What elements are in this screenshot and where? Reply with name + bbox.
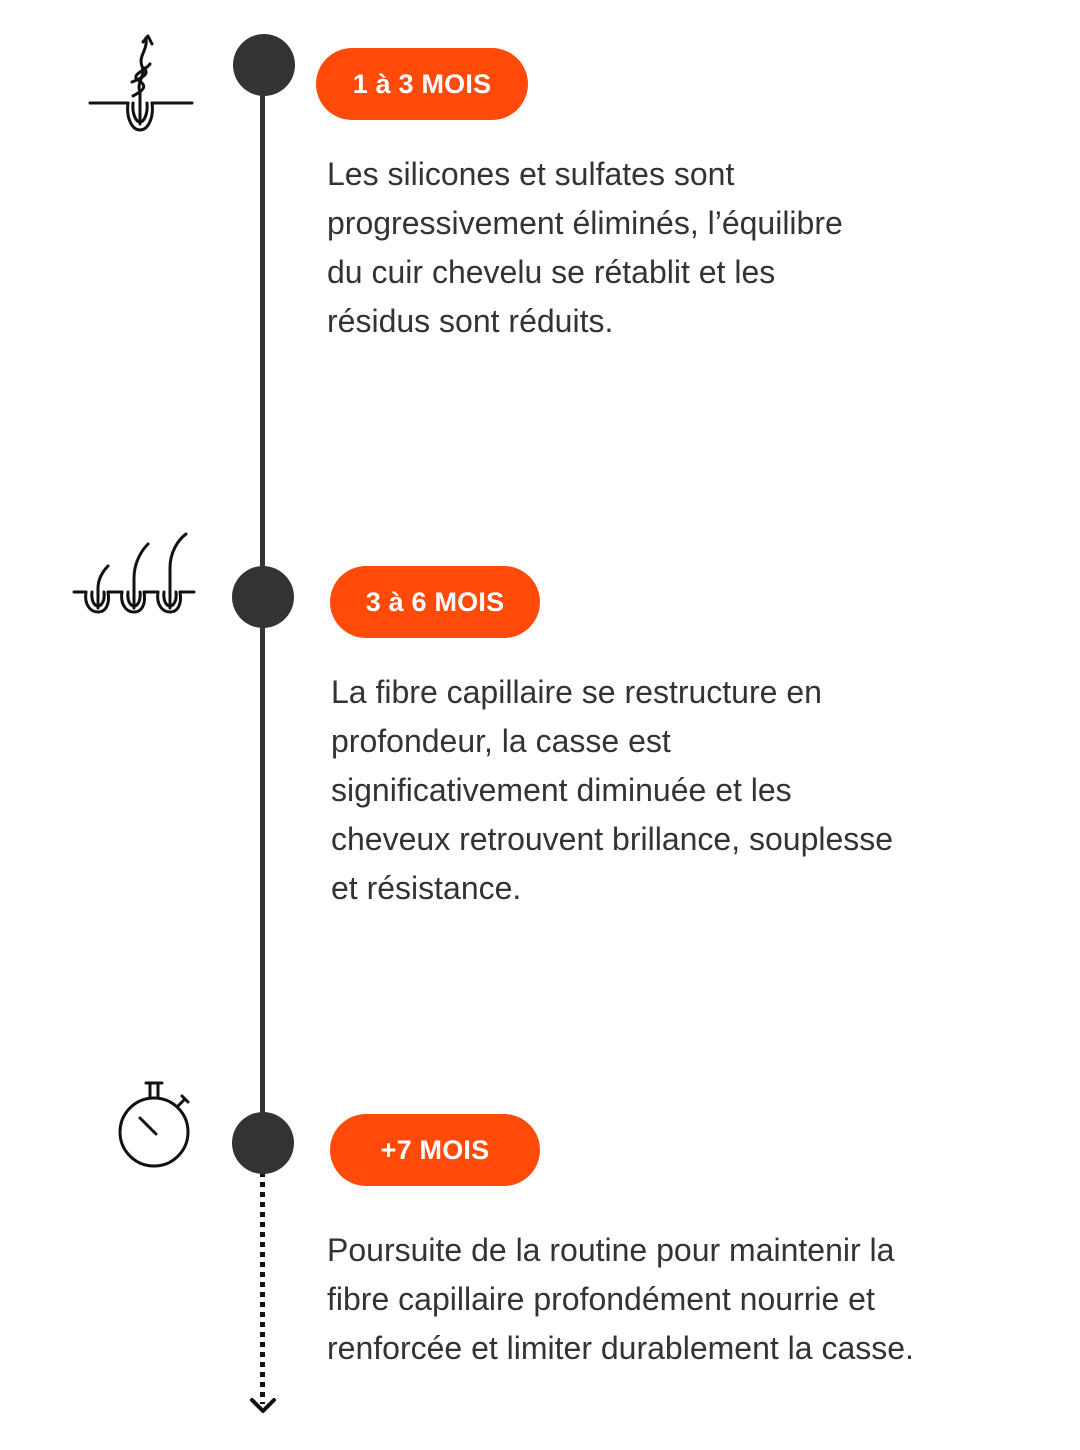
arrow-down-icon	[248, 1394, 278, 1418]
timeline-line	[260, 64, 265, 596]
hair-follicle-icon	[86, 30, 196, 140]
period-badge: +7 MOIS	[330, 1114, 540, 1186]
period-badge: 1 à 3 MOIS	[316, 48, 528, 120]
step-description: Poursuite de la routine pour maintenir la fibre capillaire profondément nourrie et renforcée et limiter durablement la casse.	[327, 1232, 914, 1366]
timeline-node	[233, 34, 295, 96]
period-badge: 3 à 6 MOIS	[330, 566, 540, 638]
step-description: La fibre capillaire se restructure en profondeur, la casse est significativement diminuée et les cheveux retrouvent brillance, souplesse et résistance.	[331, 674, 894, 906]
timeline-node	[232, 1112, 294, 1174]
hair-strands-icon	[72, 532, 198, 618]
step-description: Les silicones et sulfates sont progressivement éliminés, l’équilibre du cuir chevelu se rétablit et les résidus sont réduits.	[327, 156, 843, 339]
timeline-dotted-line	[260, 1172, 265, 1404]
timeline-node	[232, 566, 294, 628]
stopwatch-icon	[116, 1078, 194, 1170]
timeline-line	[260, 596, 265, 1142]
